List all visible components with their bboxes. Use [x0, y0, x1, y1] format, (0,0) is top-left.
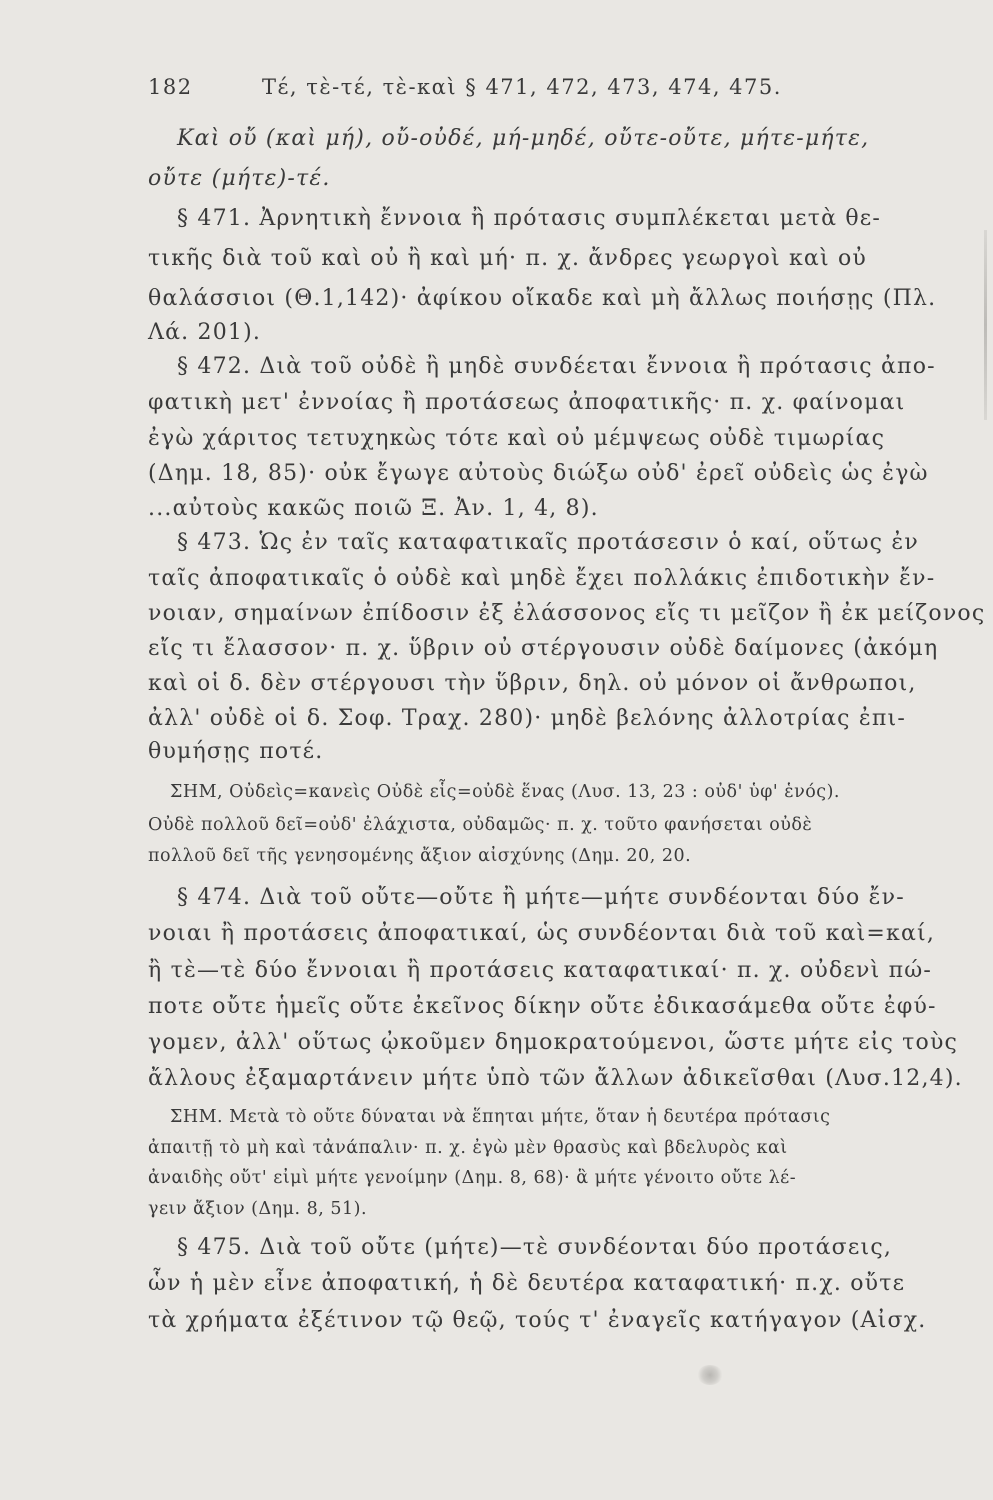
text-line: § 473. Ὡς ἐν ταῖς καταφατικαῖς προτάσεσιν ὁ καί, οὕτως ἐν	[177, 530, 919, 555]
section-heading: Καὶ οὔ (καὶ μή), οὔ-οὐδέ, μή-μηδέ, οὔτε-οὔτε, μήτε-μήτε,	[177, 126, 870, 151]
note-line: γειν ἄξιον (Δημ. 8, 51).	[148, 1199, 368, 1219]
note-line: ἀπαιτῇ τὸ μὴ καὶ τἀνάπαλιν· π. χ. ἐγὼ μὲν θρασὺς καὶ βδελυρὸς καὶ	[148, 1138, 788, 1158]
text-line: ἐγὼ χάριτος τετυχηκὼς τότε καὶ οὐ μέμψεως οὐδὲ τιμωρίας	[148, 426, 886, 451]
text-line: καὶ οἱ δ. δὲν στέργουσι τὴν ὕβριν, δηλ. οὐ μόνον οἱ ἄνθρωποι,	[148, 671, 917, 696]
page-number: 182	[148, 75, 193, 99]
text-line: ἢ τὲ—τὲ δύο ἔννοιαι ἢ προτάσεις καταφατικαί· π. χ. οὐδενὶ πώ-	[148, 958, 933, 983]
note-line: πολλοῦ δεῖ τῆς γενησομένης ἄξιον αἰσχύνης (Δημ. 20, 20.	[148, 846, 692, 866]
note-line: ΣΗΜ. Μετὰ τὸ οὔτε δύναται νὰ ἕπηται μήτε, ὅταν ἡ δευτέρα πρότασις	[170, 1107, 831, 1127]
note-line: ΣΗΜ, Οὐδεὶς=κανεὶς Οὐδὲ εἷς=οὐδὲ ἕνας (Λυσ. 13, 23 : οὐδ' ὑφ' ἑνός).	[170, 782, 840, 802]
text-line: (Δημ. 18, 85)· οὐκ ἔγωγε αὐτοὺς διώξω οὐδ' ἐρεῖ οὐδεὶς ὡς ἐγὼ	[148, 461, 929, 486]
text-line: ἄλλους ἐξαμαρτάνειν μήτε ὑπὸ τῶν ἄλλων ἀδικεῖσθαι (Λυσ.12,4).	[148, 1066, 963, 1091]
running-title: Τέ, τὲ-τέ, τὲ-καὶ § 471, 472, 473, 474, 475.	[262, 75, 782, 99]
text-line: § 472. Διὰ τοῦ οὐδὲ ἢ μηδὲ συνδέεται ἔννοια ἢ πρότασις ἀπο-	[177, 354, 936, 379]
text-line: ταῖς ἀποφατικαῖς ὁ οὐδὲ καὶ μηδὲ ἔχει πολλάκις ἐπιδοτικὴν ἔν-	[148, 566, 936, 591]
text-line: ποτε οὔτε ἡμεῖς οὔτε ἐκεῖνος δίκην οὔτε ἐδικασάμεθα οὔτε ἐφύ-	[148, 994, 937, 1019]
text-line: § 475. Διὰ τοῦ οὔτε (μήτε)—τὲ συνδέονται δύο προτάσεις,	[177, 1235, 893, 1260]
note-line: ἀναιδὴς οὔτ' εἰμὶ μήτε γενοίμην (Δημ. 8, 68)· ἃ μήτε γένοιτο οὔτε λέ-	[148, 1168, 797, 1188]
text-line: ὧν ἡ μὲν εἶνε ἀποφατική, ἡ δὲ δευτέρα καταφατική· π.χ. οὔτε	[148, 1271, 906, 1296]
text-line: § 474. Διὰ τοῦ οὔτε—οὔτε ἢ μήτε—μήτε συνδέονται δύο ἔν-	[177, 885, 905, 910]
section-heading-cont: οὔτε (μήτε)-τέ.	[148, 166, 331, 191]
text-line: γομεν, ἀλλ' οὕτως ᾠκοῦμεν δημοκρατούμενοι, ὥστε μήτε εἰς τοὺς	[148, 1030, 959, 1055]
text-line: θυμήσῃς ποτέ.	[148, 739, 324, 764]
text-line: εἴς τι ἔλασσον· π. χ. ὕβριν οὐ στέργουσιν οὐδὲ δαίμονες (ἀκόμη	[148, 636, 939, 661]
text-line: ...αὐτοὺς κακῶς ποιῶ Ξ. Ἀν. 1, 4, 8).	[148, 496, 599, 521]
text-line: φατικὴ μετ' ἐννοίας ἢ προτάσεως ἀποφατικῆς· π. χ. φαίνομαι	[148, 390, 906, 415]
text-line: Λά. 201).	[148, 320, 262, 345]
text-line: νοιαι ἢ προτάσεις ἀποφατικαί, ὡς συνδέονται διὰ τοῦ καὶ=καί,	[148, 921, 936, 946]
text-line: νοιαν, σημαίνων ἐπίδοσιν ἐξ ἐλάσσονος εἴς τι μεῖζον ἢ ἐκ μείζονος	[148, 601, 986, 626]
page-edge-shadow	[984, 230, 987, 420]
note-line: Οὐδὲ πολλοῦ δεῖ=οὐδ' ἐλάχιστα, οὐδαμῶς· π. χ. τοῦτο φανήσεται οὐδὲ	[148, 815, 813, 835]
text-line: ἀλλ' οὐδὲ οἱ δ. Σοφ. Τραχ. 280)· μηδὲ βελόνης ἀλλοτρίας ἐπι-	[148, 706, 906, 731]
text-line: θαλάσσιοι (Θ.1,142)· ἀφίκου οἴκαδε καὶ μὴ ἄλλως ποιήσῃς (Πλ.	[148, 286, 937, 311]
text-line: § 471. Ἀρνητικὴ ἔννοια ἢ πρότασις συμπλέκεται μετὰ θε-	[177, 206, 882, 231]
text-line: τικῆς διὰ τοῦ καὶ οὐ ἢ καὶ μή· π. χ. ἄνδρες γεωργοὶ καὶ οὐ	[148, 246, 868, 271]
text-line: τὰ χρήματα ἐξέτινον τῷ θεῷ, τούς τ' ἐναγεῖς κατήγαγον (Αἰσχ.	[148, 1308, 927, 1333]
ink-smudge	[697, 1365, 723, 1385]
